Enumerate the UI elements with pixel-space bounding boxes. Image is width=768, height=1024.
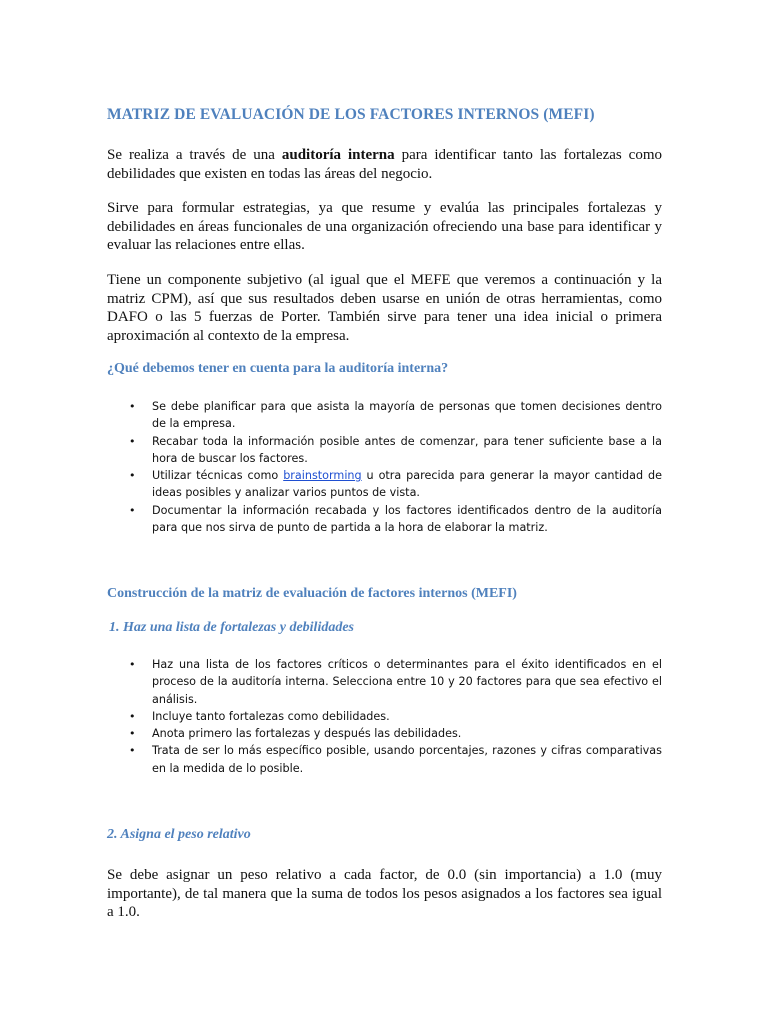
bullet-icon: •: [129, 400, 136, 413]
list-item: [107, 433, 662, 468]
bullet-icon: •: [129, 469, 136, 483]
list-item-text: Trata de ser lo más específico posible, usando porcentajes, razones y cifras comparativas en la medida de lo posible.: [152, 744, 662, 775]
audit-heading: ¿Qué debemos tener en cuenta para la auditoría interna?: [107, 361, 449, 376]
step-1-list: [107, 656, 662, 777]
brainstorming-link[interactable]: brainstorming: [283, 469, 362, 483]
intro-paragraph-1: [107, 146, 662, 183]
list-item-text: Anota primero las fortalezas y después las debilidades.: [152, 727, 462, 741]
list-item-text: Incluye tanto fortalezas como debilidades.: [152, 709, 390, 723]
step-1-heading: 1. Haz una lista de fortalezas y debilidades: [109, 620, 354, 635]
intro-paragraph-1-text: Se realiza a través de una: [107, 147, 282, 163]
list-item-text-end: u otra parecida para generar la mayor cantidad de ideas posibles y analizar varios puntos de vista.: [152, 469, 662, 500]
list-item: [107, 708, 662, 725]
list-item-text: Documentar la información recabada y los factores identificados dentro de la auditoría para que nos sirva de punto de partida a la hora de elaborar la matriz.: [152, 503, 662, 535]
build-heading: Construcción de la matriz de evaluación de factores internos (MEFI): [107, 586, 517, 601]
intro-paragraph-2: Sirve para formular estrategias, ya que resume y evalúa las principales fortalezas y debilidades en áreas funcionales de una organización ofreciendo una base para identificar y evaluar las relaciones entre ellas.: [107, 200, 662, 253]
list-item-text: Recabar toda la información posible antes de comenzar, para tener suficiente base a la hora de buscar los factores.: [152, 434, 662, 465]
list-item: [107, 742, 662, 777]
list-item-text: Utilizar técnicas como: [152, 469, 284, 483]
audit-list: [107, 398, 662, 536]
list-item-text: Haz una lista de los factores críticos o determinantes para el éxito identificados en el proceso de la auditoría interna. Selecciona entre 10 y 20 factores para que sea efectivo el análisis.: [152, 658, 662, 706]
list-item: [107, 656, 662, 708]
step-2-heading: 2. Asigna el peso relativo: [107, 827, 251, 842]
bullet-icon: •: [129, 658, 136, 671]
intro-paragraph-1-text-end: para identificar tanto las fortalezas como debilidades que existen en todas las áreas del negocio.: [107, 147, 662, 182]
bullet-icon: •: [129, 709, 136, 723]
page-title: MATRIZ DE EVALUACIÓN DE LOS FACTORES INTERNOS (MEFI): [107, 106, 595, 123]
list-item-text: Se debe planificar para que asista la mayoría de personas que tomen decisiones dentro de la empresa.: [152, 400, 662, 431]
list-item: [107, 398, 662, 433]
intro-bold-term: auditoría interna: [281, 147, 395, 163]
list-item: [107, 502, 662, 537]
list-item: [107, 467, 662, 502]
bullet-icon: •: [129, 744, 136, 758]
list-item: [107, 725, 662, 742]
step-2-paragraph: Se debe asignar un peso relativo a cada factor, de 0.0 (sin importancia) a 1.0 (muy importante), de tal manera que la suma de todos los pesos asignados a los factores sea igual a 1.0.: [107, 867, 662, 920]
bullet-icon: •: [129, 434, 136, 448]
intro-paragraph-3: Tiene un componente subjetivo (al igual que el MEFE que veremos a continuación y la matriz CPM), así que sus resultados deben usarse en unión de otras herramientas, como DAFO o las 5 fuerzas de Porter. También sirve para tener una idea inicial o primera aproximación al contexto de la empresa.: [107, 272, 662, 344]
bullet-icon: •: [129, 727, 136, 741]
bullet-icon: •: [129, 503, 136, 517]
